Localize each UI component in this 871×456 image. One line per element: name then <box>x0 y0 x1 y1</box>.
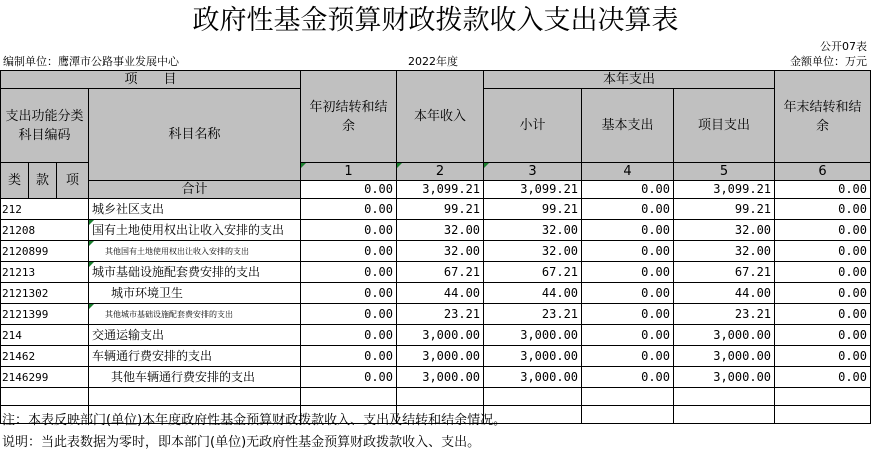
row-name: 城市环境卫生 <box>89 283 301 304</box>
col-num-5: 5 <box>674 163 775 181</box>
table-row <box>1 262 871 283</box>
row-basic: 0.00 <box>582 367 674 388</box>
row-income: 3,000.00 <box>397 367 484 388</box>
row-income: 23.21 <box>397 304 484 325</box>
row-project: 67.21 <box>674 262 775 283</box>
table-row <box>1 220 871 241</box>
row-subtotal: 99.21 <box>484 199 582 220</box>
row-end-balance: 0.00 <box>775 367 871 388</box>
row-code: 21208 <box>1 220 89 241</box>
row-project: 3,000.00 <box>674 325 775 346</box>
row-project: 99.21 <box>674 199 775 220</box>
total-income: 3,099.21 <box>397 181 484 199</box>
row-name: 交通运输支出 <box>89 325 301 346</box>
col-num-6: 6 <box>775 163 871 181</box>
row-income: 3,000.00 <box>397 346 484 367</box>
total-basic: 0.00 <box>582 181 674 199</box>
row-basic: 0.00 <box>582 304 674 325</box>
row-start-balance: 0.00 <box>301 220 397 241</box>
row-code: 2121302 <box>1 283 89 304</box>
row-code: 2146299 <box>1 367 89 388</box>
year-label: 2022年度 <box>408 55 458 68</box>
row-basic: 0.00 <box>582 325 674 346</box>
currency-label: 金额单位：万元 <box>790 55 867 68</box>
row-name: 其他城市基础设施配套费安排的支出 <box>89 304 301 325</box>
table-row <box>1 199 871 220</box>
row-basic: 0.00 <box>582 346 674 367</box>
row-basic: 0.00 <box>582 241 674 262</box>
row-start-balance: 0.00 <box>301 325 397 346</box>
row-project: 3,000.00 <box>674 346 775 367</box>
row-end-balance: 0.00 <box>775 346 871 367</box>
row-start-balance: 0.00 <box>301 367 397 388</box>
row-name: 其他车辆通行费安排的支出 <box>89 367 301 388</box>
start-balance-header: 年初结转和结余 <box>301 71 397 163</box>
total-start-balance: 0.00 <box>301 181 397 199</box>
row-project: 23.21 <box>674 304 775 325</box>
row-income: 99.21 <box>397 199 484 220</box>
table-row <box>1 325 871 346</box>
code-header: 支出功能分类科目编码 <box>1 89 89 163</box>
col-num-3: 3 <box>484 163 582 181</box>
row-income: 3,000.00 <box>397 325 484 346</box>
row-name: 城市基础设施配套费安排的支出 <box>89 262 301 283</box>
row-code: 214 <box>1 325 89 346</box>
row-subtotal: 32.00 <box>484 220 582 241</box>
subtotal-header: 小计 <box>484 89 582 163</box>
col-num-4: 4 <box>582 163 674 181</box>
end-balance-header: 年末结转和结余 <box>775 71 871 163</box>
row-subtotal: 23.21 <box>484 304 582 325</box>
row-subtotal: 3,000.00 <box>484 346 582 367</box>
row-code: 212 <box>1 199 89 220</box>
row-start-balance: 0.00 <box>301 283 397 304</box>
row-name: 其他国有土地使用权出让收入安排的支出 <box>89 241 301 262</box>
current-year-header: 本年支出 <box>484 71 775 89</box>
unit-label: 编制单位：鹰潭市公路事业发展中心 <box>3 55 179 68</box>
col-num-2: 2 <box>397 163 484 181</box>
row-code: 2121399 <box>1 304 89 325</box>
row-start-balance: 0.00 <box>301 346 397 367</box>
row-basic: 0.00 <box>582 220 674 241</box>
row-basic: 0.00 <box>582 262 674 283</box>
row-subtotal: 67.21 <box>484 262 582 283</box>
kuan-header: 款 <box>29 163 57 199</box>
row-subtotal: 44.00 <box>484 283 582 304</box>
form-code: 公开07表 <box>820 40 867 53</box>
report-title: 政府性基金预算财政拨款收入支出决算表 <box>192 5 679 36</box>
footnote-1: 注：本表反映部门(单位)本年度政府性基金预算财政拨款收入、支出及结转和结余情况。 <box>2 413 507 428</box>
row-start-balance: 0.00 <box>301 304 397 325</box>
row-end-balance: 0.00 <box>775 283 871 304</box>
row-project: 3,000.00 <box>674 367 775 388</box>
cat-header: 类 <box>1 163 29 199</box>
row-income: 44.00 <box>397 283 484 304</box>
row-start-balance: 0.00 <box>301 241 397 262</box>
project-header: 项目支出 <box>674 89 775 163</box>
footnote-2: 说明：当此表数据为零时，即本部门(单位)无政府性基金预算财政拨款收入、支出。 <box>2 435 481 450</box>
row-end-balance: 0.00 <box>775 241 871 262</box>
row-start-balance: 0.00 <box>301 262 397 283</box>
row-end-balance: 0.00 <box>775 220 871 241</box>
table-row <box>1 304 871 325</box>
col-num-1: 1 <box>301 163 397 181</box>
row-income: 67.21 <box>397 262 484 283</box>
empty-row <box>1 388 871 406</box>
row-income: 32.00 <box>397 241 484 262</box>
row-name: 国有土地使用权出让收入安排的支出 <box>89 220 301 241</box>
row-code: 21213 <box>1 262 89 283</box>
row-project: 44.00 <box>674 283 775 304</box>
row-name: 车辆通行费安排的支出 <box>89 346 301 367</box>
table-row <box>1 283 871 304</box>
table-row <box>1 346 871 367</box>
row-project: 32.00 <box>674 220 775 241</box>
basic-header: 基本支出 <box>582 89 674 163</box>
total-end-balance: 0.00 <box>775 181 871 199</box>
row-end-balance: 0.00 <box>775 262 871 283</box>
row-code: 21462 <box>1 346 89 367</box>
row-end-balance: 0.00 <box>775 304 871 325</box>
row-subtotal: 32.00 <box>484 241 582 262</box>
total-project: 3,099.21 <box>674 181 775 199</box>
row-code: 2120899 <box>1 241 89 262</box>
row-end-balance: 0.00 <box>775 325 871 346</box>
row-subtotal: 3,000.00 <box>484 325 582 346</box>
xiang-header: 项 <box>57 163 89 199</box>
row-end-balance: 0.00 <box>775 199 871 220</box>
income-header: 本年收入 <box>397 71 484 163</box>
row-income: 32.00 <box>397 220 484 241</box>
row-project: 32.00 <box>674 241 775 262</box>
total-label: 合计 <box>89 181 301 199</box>
subject-header: 科目名称 <box>89 89 301 181</box>
table-row <box>1 241 871 262</box>
row-basic: 0.00 <box>582 199 674 220</box>
row-name: 城乡社区支出 <box>89 199 301 220</box>
budget-table <box>0 70 871 424</box>
table-row <box>1 367 871 388</box>
item-header: 项 目 <box>1 71 301 89</box>
row-start-balance: 0.00 <box>301 199 397 220</box>
total-subtotal: 3,099.21 <box>484 181 582 199</box>
row-basic: 0.00 <box>582 283 674 304</box>
row-subtotal: 3,000.00 <box>484 367 582 388</box>
